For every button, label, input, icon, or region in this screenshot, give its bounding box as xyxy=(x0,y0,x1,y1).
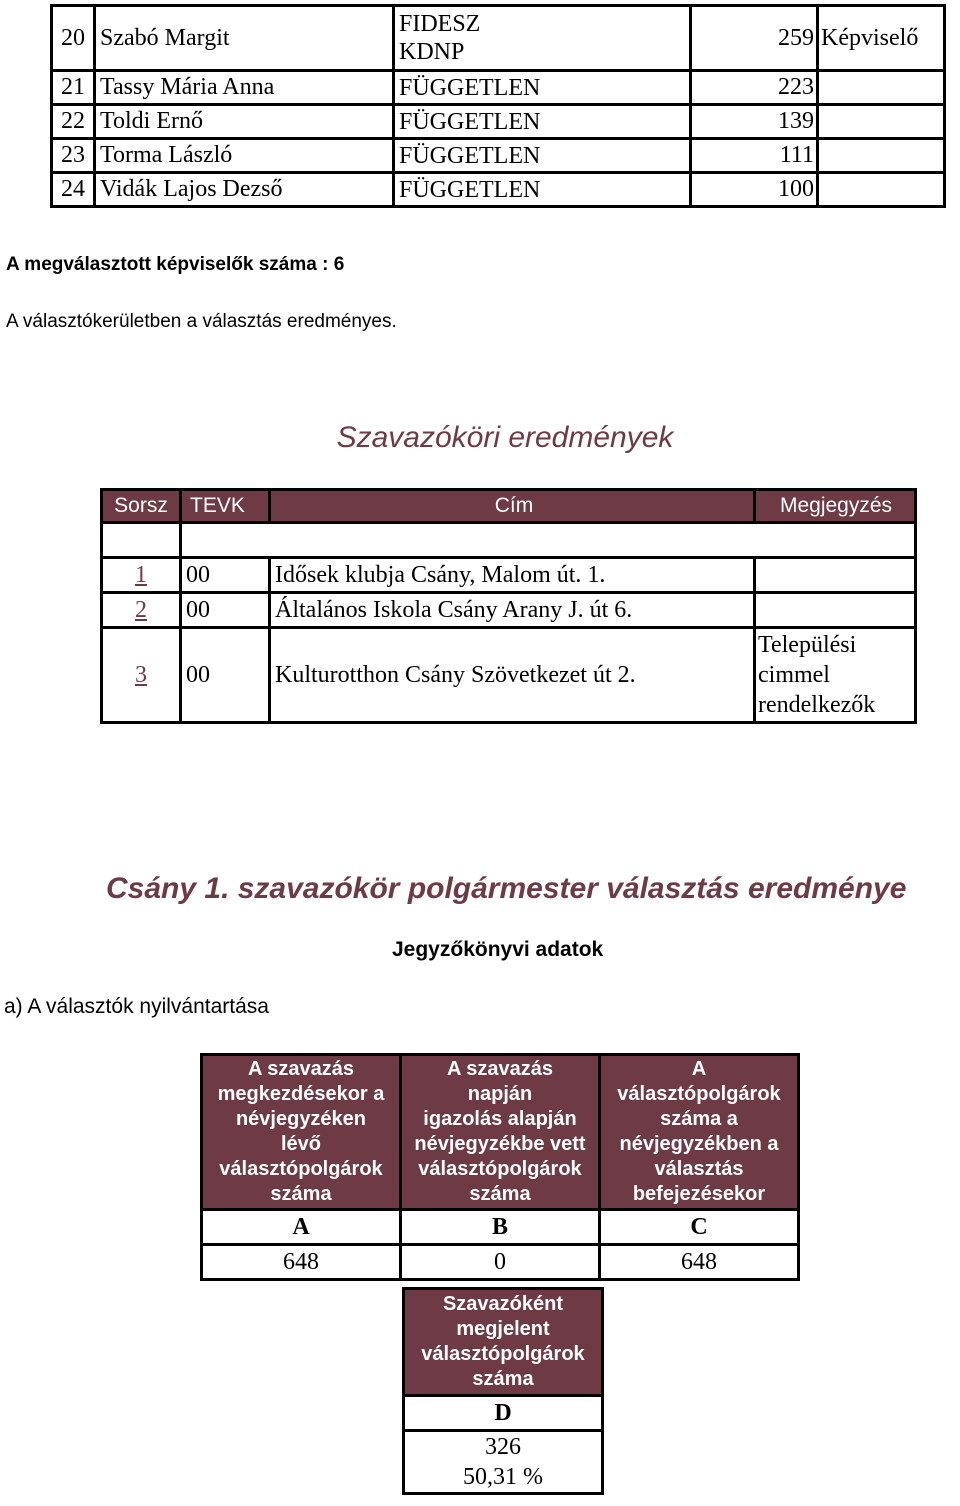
candidate-number: 21 xyxy=(52,71,95,105)
candidate-status: Képviselő xyxy=(818,6,945,71)
note-line: rendelkezők xyxy=(758,692,876,718)
station-link[interactable]: 2 xyxy=(135,596,147,623)
table-header-row xyxy=(102,490,916,523)
station-tevk: 00 xyxy=(181,593,270,628)
note-line: Települési xyxy=(758,632,857,658)
station-address: Általános Iskola Csány Arany J. út 6. xyxy=(270,593,755,628)
header-line: száma xyxy=(270,1183,332,1205)
candidate-votes: 139 xyxy=(691,105,818,139)
column-letter: B xyxy=(401,1210,600,1245)
candidate-number: 24 xyxy=(52,173,95,207)
candidate-number: 20 xyxy=(52,6,95,71)
candidate-votes: 259 xyxy=(691,6,818,71)
table-row xyxy=(52,139,945,173)
station-link[interactable]: 1 xyxy=(135,561,147,588)
table-row xyxy=(102,593,916,628)
stations-table xyxy=(100,488,917,724)
candidate-votes: 223 xyxy=(691,71,818,105)
header-line: megkezdésekor a xyxy=(217,1083,385,1105)
table-row xyxy=(202,1210,799,1245)
voter-register-table xyxy=(200,1053,800,1281)
station-address: Kulturotthon Csány Szövetkezet út 2. xyxy=(270,628,755,723)
candidate-name: Tassy Mária Anna xyxy=(95,71,394,105)
table-row xyxy=(404,1431,603,1494)
header-line: választás xyxy=(654,1158,744,1180)
value-cell: 648 xyxy=(202,1245,401,1280)
header-line: névjegyzéken xyxy=(235,1108,367,1130)
header-line: megjelent xyxy=(456,1318,550,1340)
blank-cell xyxy=(181,523,916,558)
candidate-number: 22 xyxy=(52,105,95,139)
station-number[interactable] xyxy=(102,558,181,593)
party-line: FIDESZ xyxy=(399,11,481,37)
header-cim: Cím xyxy=(270,490,755,523)
header-line: választópolgárok xyxy=(219,1158,383,1180)
section-a-label: a) A választók nyilvántartása xyxy=(4,995,269,1018)
candidate-party: FÜGGETLEN xyxy=(394,139,691,173)
result-text: A választókerületben a választás eredményes. xyxy=(6,311,397,332)
header-line: A szavazás xyxy=(447,1058,553,1080)
header-line: száma a xyxy=(660,1108,738,1130)
station-tevk: 00 xyxy=(181,558,270,593)
table-row xyxy=(102,558,916,593)
candidate-name: Vidák Lajos Dezső xyxy=(95,173,394,207)
header-line: választópolgárok xyxy=(421,1343,585,1365)
column-letter: C xyxy=(600,1210,799,1245)
table-header-row xyxy=(202,1055,799,1210)
mayor-title: Csány 1. szavazókör polgármester választás eredménye xyxy=(106,872,907,905)
table-row xyxy=(52,71,945,105)
table-row xyxy=(52,105,945,139)
header-tevk: TEVK xyxy=(181,490,270,523)
header-line: igazolás alapján xyxy=(423,1108,577,1130)
header-line: száma xyxy=(472,1368,534,1390)
header-sorsz: Sorsz xyxy=(102,490,181,523)
turnout-table xyxy=(402,1287,604,1495)
station-note xyxy=(755,628,916,723)
station-note xyxy=(755,558,916,593)
table-row xyxy=(202,1245,799,1280)
header-col-b xyxy=(401,1055,600,1210)
station-tevk: 00 xyxy=(181,628,270,723)
candidate-number: 23 xyxy=(52,139,95,173)
station-note xyxy=(755,593,916,628)
note-line: cimmel xyxy=(758,662,830,688)
header-turnout xyxy=(404,1289,603,1396)
column-letter: A xyxy=(202,1210,401,1245)
header-line: Szavazóként xyxy=(442,1293,564,1315)
table-row xyxy=(102,523,916,558)
candidate-status xyxy=(818,105,945,139)
header-line: befejezésekor xyxy=(632,1183,766,1205)
candidate-status xyxy=(818,173,945,207)
header-line: A szavazás xyxy=(248,1058,354,1080)
party-line: KDNP xyxy=(399,39,465,65)
station-address: Idősek klubja Csány, Malom út. 1. xyxy=(270,558,755,593)
candidate-party: FÜGGETLEN xyxy=(394,71,691,105)
header-line: névjegyzékben a xyxy=(619,1133,779,1155)
blank-cell xyxy=(102,523,181,558)
candidate-party xyxy=(394,6,691,71)
value-cell: 648 xyxy=(600,1245,799,1280)
header-line: száma xyxy=(469,1183,531,1205)
candidate-votes: 100 xyxy=(691,173,818,207)
candidate-table xyxy=(50,4,946,208)
header-megjegyzes: Megjegyzés xyxy=(755,490,916,523)
candidate-name: Torma László xyxy=(95,139,394,173)
station-link[interactable]: 3 xyxy=(135,662,147,688)
candidate-name: Toldi Ernő xyxy=(95,105,394,139)
header-line: névjegyzékbe vett xyxy=(414,1133,586,1155)
stations-title: Szavazóköri eredmények xyxy=(336,421,674,454)
protocol-title: Jegyzőkönyvi adatok xyxy=(392,938,604,961)
header-line: választópolgárok xyxy=(617,1083,781,1105)
candidate-name: Szabó Margit xyxy=(95,6,394,71)
turnout-value xyxy=(404,1431,603,1494)
candidate-votes: 111 xyxy=(691,139,818,173)
column-letter: D xyxy=(404,1396,603,1431)
turnout-percent: 50,31 % xyxy=(463,1464,543,1490)
table-header-row xyxy=(404,1289,603,1396)
candidate-party: FÜGGETLEN xyxy=(394,173,691,207)
candidate-status xyxy=(818,139,945,173)
candidate-status xyxy=(818,71,945,105)
header-line: napján xyxy=(467,1083,533,1105)
header-line: lévő xyxy=(280,1133,322,1155)
header-line: A xyxy=(691,1058,707,1080)
header-col-c xyxy=(600,1055,799,1210)
candidate-party: FÜGGETLEN xyxy=(394,105,691,139)
header-col-a xyxy=(202,1055,401,1210)
value-cell: 0 xyxy=(401,1245,600,1280)
turnout-count: 326 xyxy=(485,1434,521,1460)
station-number[interactable] xyxy=(102,593,181,628)
table-row xyxy=(404,1396,603,1431)
station-number[interactable] xyxy=(102,628,181,723)
table-row xyxy=(52,6,945,71)
elected-count: A megválasztott képviselők száma : 6 xyxy=(6,254,345,275)
header-line: választópolgárok xyxy=(418,1158,582,1180)
table-row xyxy=(102,628,916,723)
table-row xyxy=(52,173,945,207)
